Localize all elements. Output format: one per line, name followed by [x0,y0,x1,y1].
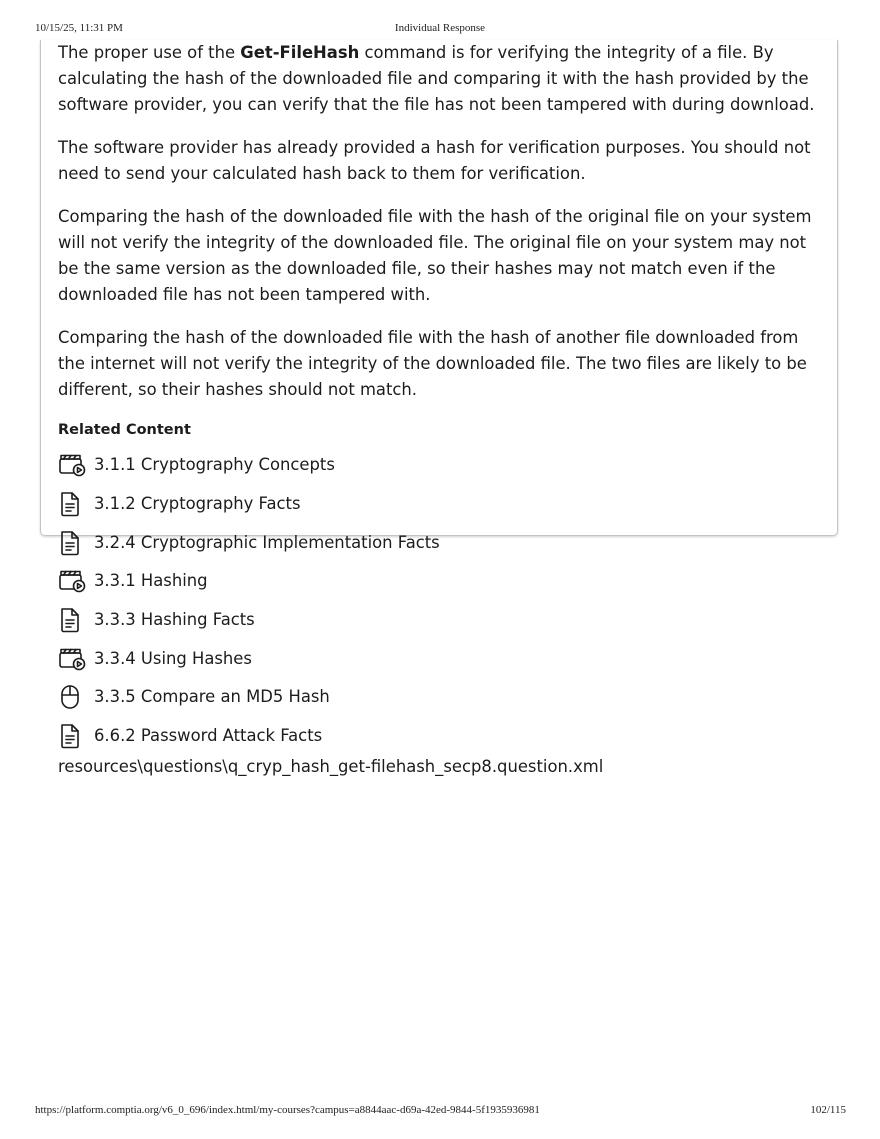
resource-path: resources\questions\q_cryp_hash_get-filehash_secp8.question.xml [58,756,604,776]
explanation-paragraph-2: The software provider has already provided a hash for verification purposes. You should not need to send your calculated hash back to them for verification. [58,138,811,183]
document-icon [58,529,86,557]
related-link[interactable]: 3.1.1 Cryptography Concepts [94,455,335,475]
related-link[interactable]: 3.3.4 Using Hashes [94,648,252,668]
video-icon [58,567,86,595]
related-item[interactable] [58,446,828,485]
video-icon [58,645,86,673]
print-url: https://platform.comptia.org/v6_0_696/index.html/my-courses?campus=a8844aac-d69a-42ed-9844-5f1935936981 [35,1104,540,1116]
print-datetime: 10/15/25, 11:31 PM [35,22,123,34]
document-icon [58,606,86,634]
video-icon [58,451,86,479]
document-icon [58,722,86,750]
related-link[interactable]: 6.6.2 Password Attack Facts [94,726,323,746]
related-item[interactable] [58,678,828,717]
related-item[interactable] [58,639,828,678]
related-item[interactable] [58,601,828,640]
explanation-paragraph-4: Comparing the hash of the downloaded file with the hash of another file downloaded from the internet will not verify the integrity of the downloaded file. The two files are likely to be different, so their hashes should not match. [58,328,807,399]
related-link[interactable]: 3.2.4 Cryptographic Implementation Facts [94,532,440,552]
explanation-content [58,40,828,778]
related-link[interactable]: 3.3.5 Compare an MD5 Hash [94,687,330,707]
page-number: 102/115 [810,1104,846,1116]
related-item[interactable] [58,523,828,562]
print-title: Individual Response [394,22,486,34]
mouse-icon [58,683,86,711]
print-footer [0,1104,880,1118]
related-link[interactable]: 3.1.2 Cryptography Facts [94,494,301,514]
command-name: Get-FileHash [240,43,360,62]
related-item[interactable] [58,485,828,524]
related-content-title: Related Content [58,422,191,438]
related-link[interactable]: 3.3.3 Hashing Facts [94,610,255,630]
related-item[interactable] [58,717,828,756]
related-item[interactable] [58,562,828,601]
related-content-list [58,446,828,756]
explanation-paragraph-1: The proper use of the Get-FileHash command is for verifying the integrity of a file. By calculating the hash of the downloaded file and comparing it with the hash provided by the software provider, you can verify that the file has not been tampered with during download. [58,43,815,114]
explanation-paragraph-3: Comparing the hash of the downloaded file with the hash of the original file on your system will not verify the integrity of the downloaded file. The original file on your system may not be the same version as the downloaded file, so their hashes may not match even if the downloaded file has not been tampered with. [58,207,812,304]
document-icon [58,490,86,518]
print-header [0,22,880,36]
related-link[interactable]: 3.3.1 Hashing [94,571,208,591]
